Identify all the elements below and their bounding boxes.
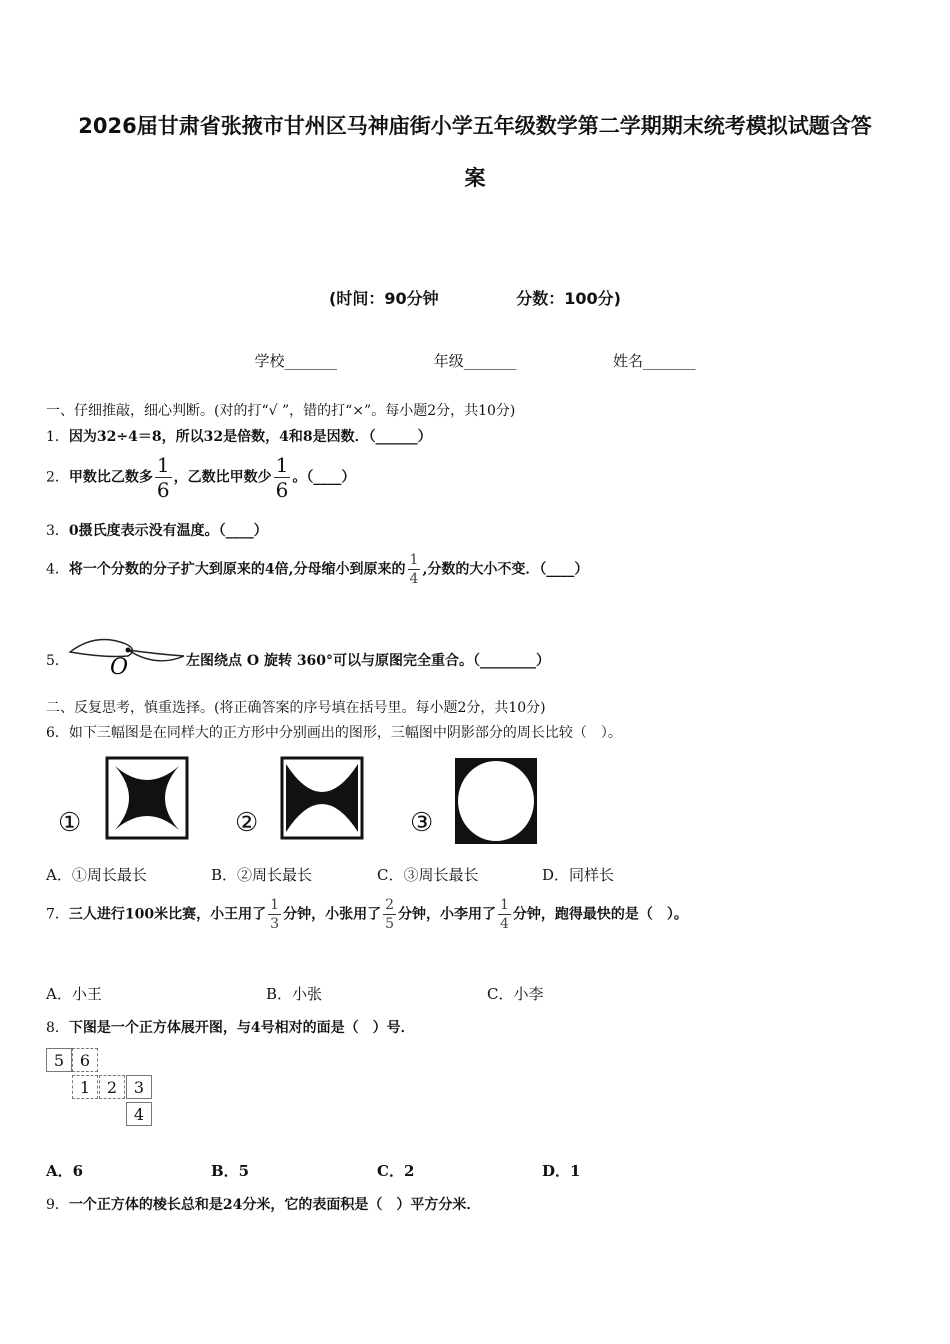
q6-option-d[interactable]: D．同样长 xyxy=(542,866,615,884)
q7-option-c[interactable]: C．小李 xyxy=(487,985,544,1003)
net-cell-3: 3 xyxy=(126,1075,152,1099)
question-9: 9．一个正方体的棱长总和是24分米，它的表面积是（ ）平方分米． xyxy=(46,1197,481,1213)
figure-2-hourglass xyxy=(280,756,364,840)
school-field[interactable]: 学校_______ xyxy=(254,352,337,370)
question-2: 2．甲数比乙数多 $\frac{1}{6}$ ，乙数比甲数少 $\frac{1}{6}$ 。（____） xyxy=(46,453,356,502)
section-1-heading: 一、仔细推敲，细心判断。(对的打“√ ”，错的打“×”。每小题2分，共10分) xyxy=(46,403,516,419)
net-cell-5: 5 xyxy=(46,1048,72,1072)
q7-option-b[interactable]: B．小张 xyxy=(266,985,323,1003)
q7-option-a[interactable]: A．小王 xyxy=(46,985,102,1003)
question-1: 1．因为32÷4＝8，所以32是倍数，4和8是因数．（______） xyxy=(46,429,432,445)
q8-option-a[interactable]: A．6 xyxy=(46,1162,84,1180)
net-cell-6: 6 xyxy=(72,1048,98,1072)
q6-option-c[interactable]: C．③周长最长 xyxy=(377,866,479,884)
figure-2-label: ② xyxy=(235,808,259,838)
net-cell-1: 1 xyxy=(72,1075,98,1099)
question-7: 7．三人进行100米比赛，小王用了 $\frac{1}{3}$ 分钟，小张用了 $\frac{2}{5}$ 分钟，小李用了 $\frac{1}{4}$ 分钟，跑得最快的是（ ）。 xyxy=(46,897,688,932)
question-6: 6．如下三幅图是在同样大的正方形中分别画出的图形，三幅图中阴影部分的周长比较（ ）。 xyxy=(46,725,622,741)
time-label: (时间：90分钟 xyxy=(329,289,439,308)
question-4: 4．将一个分数的分子扩大到原来的4倍,分母缩小到原来的 $\frac{1}{4}$ ,分数的大小不变．（____） xyxy=(46,552,589,587)
cube-net xyxy=(46,1048,156,1132)
q8-option-c[interactable]: C．2 xyxy=(377,1162,415,1180)
figure-3-circle xyxy=(455,758,539,846)
student-info xyxy=(0,350,950,371)
exam-meta xyxy=(0,286,950,309)
figure-1-star xyxy=(105,756,189,840)
question-5: 5． xyxy=(46,653,69,669)
q8-option-b[interactable]: B．5 xyxy=(211,1162,250,1180)
name-field[interactable]: 姓名_______ xyxy=(613,352,696,370)
net-cell-2: 2 xyxy=(99,1075,125,1099)
figure-1-label: ① xyxy=(58,808,82,838)
grade-field[interactable]: 年级_______ xyxy=(433,352,517,370)
q6-option-b[interactable]: B．②周长最长 xyxy=(211,866,313,884)
q8-option-d[interactable]: D．1 xyxy=(542,1162,581,1180)
rotation-figure xyxy=(66,630,188,678)
point-o-label: O xyxy=(110,655,129,678)
section-2-heading: 二、反复思考，慎重选择。(将正确答案的序号填在括号里。每小题2分，共10分) xyxy=(46,700,546,716)
figure-3-label: ③ xyxy=(410,808,434,838)
net-cell-4: 4 xyxy=(126,1102,152,1126)
question-8: 8．下图是一个正方体展开图，与4号相对的面是（ ）号． xyxy=(46,1020,415,1036)
question-3: 3．0摄氏度表示没有温度。（____） xyxy=(46,523,268,539)
score-label: 分数：100分) xyxy=(516,289,621,308)
document-title: 2026届甘肃省张掖市甘州区马神庙街小学五年级数学第二学期期末统考模拟试题含答 案 xyxy=(78,114,872,190)
q6-option-a[interactable]: A．①周长最长 xyxy=(46,866,147,884)
question-5-text: 左图绕点 O 旋转 360°可以与原图完全重合。（________） xyxy=(186,653,551,669)
